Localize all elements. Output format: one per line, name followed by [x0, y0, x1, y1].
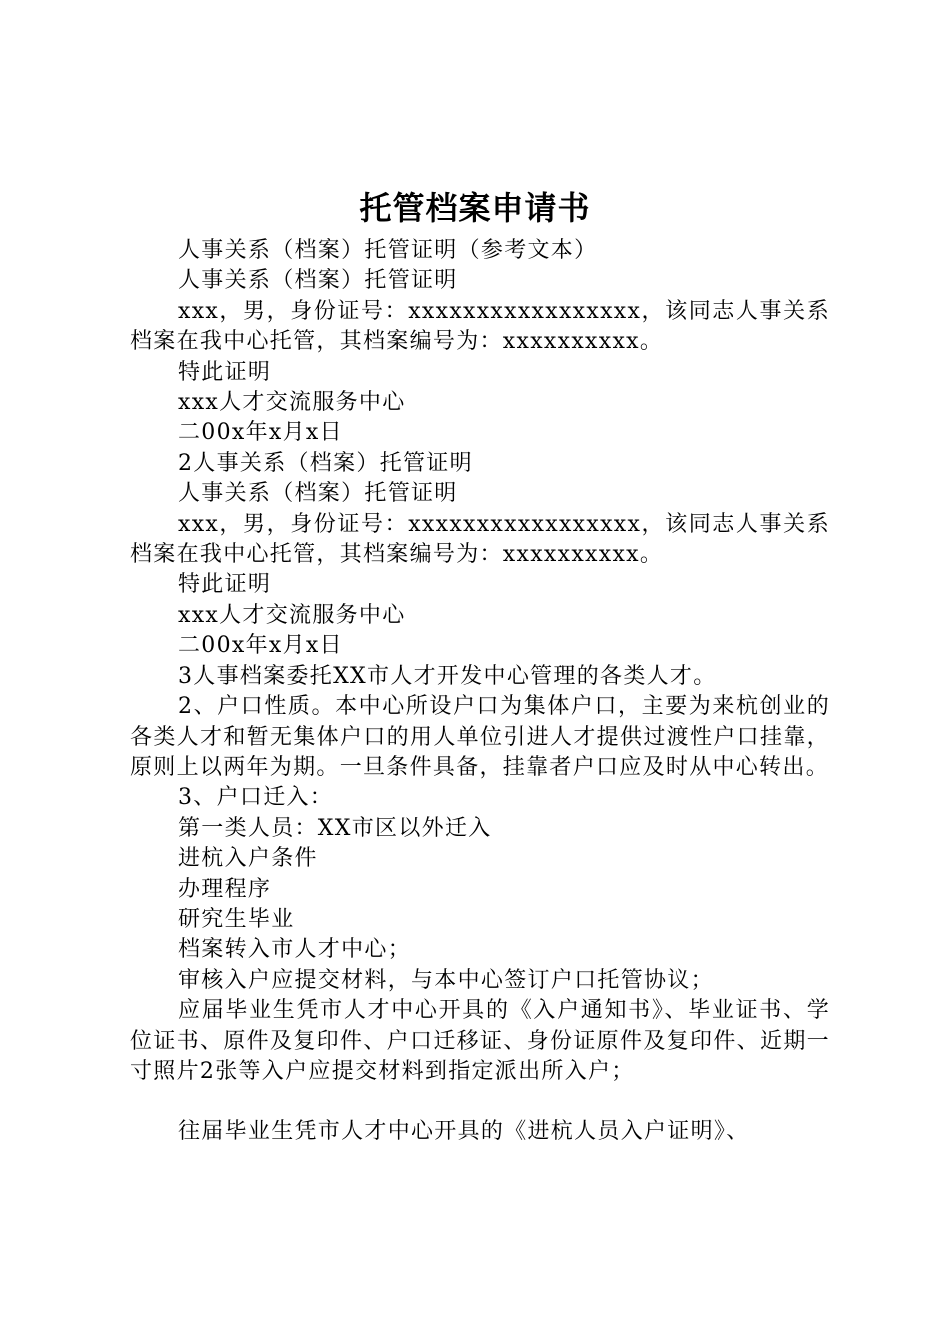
paragraph: xxx，男，身份证号：xxxxxxxxxxxxxxxxx，该同志人事关系档案在我中心托管，其档案编号为：xxxxxxxxxx。: [130, 511, 830, 568]
paragraph: 办理程序: [178, 876, 272, 902]
paragraph: 人事关系（档案）托管证明（参考文本）: [178, 238, 598, 263]
paragraph: 3人事档案委托XX市人才开发中心管理的各类人才。: [178, 663, 717, 689]
paragraph: 档案转入市人才中心；: [178, 937, 412, 963]
paragraph: 2人事关系（档案）托管证明: [178, 450, 473, 476]
paragraph: 特此证明: [178, 359, 272, 385]
paragraph: xxx，男，身份证号：xxxxxxxxxxxxxxxxx，该同志人事关系档案在我中心托管，其档案编号为：xxxxxxxxxx。: [130, 298, 830, 355]
document-body: [130, 236, 830, 1148]
paragraph: 2、户口性质。本中心所设户口为集体户口，主要为来杭创业的各类人才和暂无集体户口的用人单位引进人才提供过渡性户口挂靠，原则上以两年为期。一旦条件具备，挂靠者户口应及时从中心转出。: [130, 694, 830, 780]
paragraph: xxx人才交流服务中心: [178, 390, 406, 416]
paragraph: 应届毕业生凭市人才中心开具的《入户通知书》、毕业证书、学位证书、原件及复印件、户口迁移证、身份证原件及复印件、近期一寸照片2张等入户应提交材料到指定派出所入户；: [130, 998, 830, 1084]
paragraph: 进杭入户条件: [178, 846, 318, 872]
paragraph: 二00x年x月x日: [178, 633, 343, 659]
paragraph: 二00x年x月x日: [178, 420, 343, 446]
paragraph: 往届毕业生凭市人才中心开具的《进杭人员入户证明》、: [178, 1119, 750, 1145]
paragraph-gap: [130, 1087, 830, 1117]
paragraph: 人事关系（档案）托管证明: [178, 268, 458, 294]
paragraph: 人事关系（档案）托管证明: [178, 481, 458, 507]
paragraph: 审核入户应提交材料，与本中心签订户口托管协议；: [178, 967, 714, 993]
document-title: 托管档案申请书: [359, 189, 591, 227]
paragraph: xxx人才交流服务中心: [178, 602, 406, 628]
paragraph: 第一类人员：XX市区以外迁入: [178, 815, 492, 841]
paragraph: 3、户口迁入：: [178, 785, 334, 811]
paragraph: 研究生毕业: [178, 906, 295, 932]
paragraph: 特此证明: [178, 572, 272, 598]
